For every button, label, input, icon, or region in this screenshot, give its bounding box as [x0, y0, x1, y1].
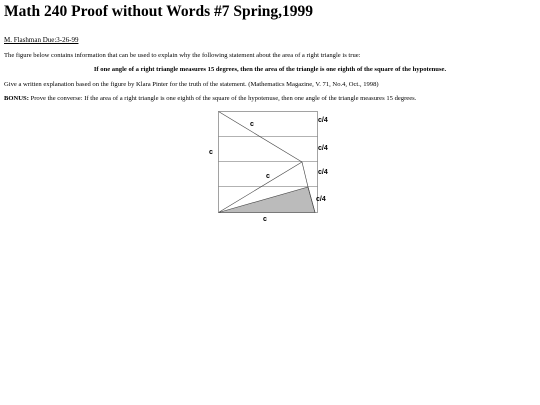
bonus-label: BONUS:	[4, 95, 29, 102]
apex-segment-line	[302, 162, 308, 187]
theorem-statement: If one angle of a right triangle measures 15 degrees, then the area of the triangle is one eighth of the square of the hypotenuse.	[93, 66, 447, 73]
page-title: Math 240 Proof without Words #7 Spring,1999	[4, 3, 314, 20]
intro-paragraph: The figure below contains information that can be used to explain why the following statement about the area of a right triangle is true:	[4, 52, 361, 59]
label-hyp-top: c	[250, 121, 254, 128]
shaded-right-triangle	[219, 187, 316, 213]
explanation-instructions: Give a written explanation based on the figure by Klara Pinter for the truth of the statement. (Mathematics Magazine, V. 71, No.4, Oct., 1998)	[4, 81, 379, 88]
proof-figure	[200, 106, 340, 226]
label-quarter-2: c/4	[318, 145, 328, 152]
label-quarter-4: c/4	[316, 196, 326, 203]
label-bottom: c	[263, 216, 267, 223]
label-quarter-3: c/4	[318, 169, 328, 176]
bonus-text: Prove the converse: If the area of a right triangle is one eighth of the square of the hypotenuse, then one angle of the triangle measures 15 degrees.	[28, 95, 417, 102]
bonus-paragraph	[4, 95, 416, 102]
label-left-side: c	[209, 149, 213, 156]
label-hyp-middle: c	[266, 173, 270, 180]
author-due-date: M. Flashman Due:3-26-99	[4, 36, 79, 44]
label-quarter-1: c/4	[318, 117, 328, 124]
